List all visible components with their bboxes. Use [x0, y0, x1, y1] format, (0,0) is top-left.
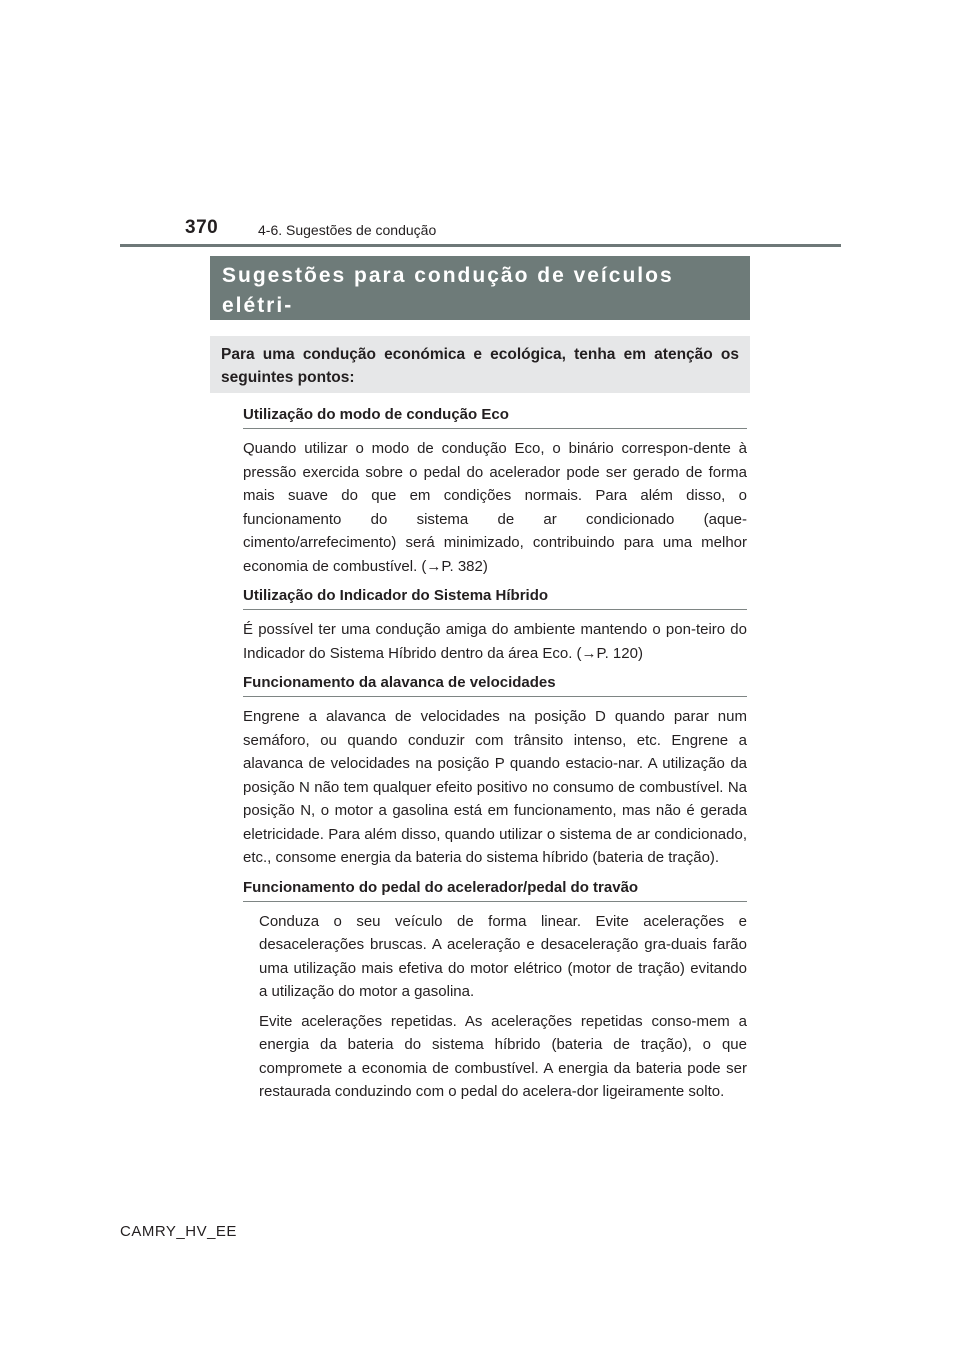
title-banner	[210, 256, 750, 320]
section-shift-lever	[243, 673, 747, 870]
section-heading: Funcionamento do pedal do acelerador/pedal do travão	[243, 878, 747, 902]
page-number: 370	[185, 217, 219, 238]
page-title-text: Sugestões para condução de veículos elétri-	[222, 264, 674, 317]
intro-box	[210, 336, 750, 393]
section-breadcrumb: 4-6. Sugestões de condução	[258, 222, 437, 238]
section-hybrid-indicator	[243, 586, 747, 665]
list-item: Evite acelerações repetidas. As acelerações repetidas conso-mem a energia da bateria do sistema híbrido (bateria de tração), o que compromete a economia de combustível. A energia da bateria pode ser restaurada conduzindo com o pedal do acelera-dor ligeiramente solto.	[259, 1012, 747, 1100]
header-divider	[120, 244, 841, 247]
section-paragraph: Engrene a alavanca de velocidades na posição D quando parar num semáforo, ou quando conduzir com trânsito intenso, etc. Engrene a alavanca de velocidades na posição P quando estacio-nar. A utilização da posição N não tem qualquer efeito positivo no consumo de combustível. Na posição N, o motor a gasolina está em funcionamento, mas não é gerada eletricidade. Para além disso, quando utilizar o sistema de ar condicionado, etc., consome energia da bateria do sistema híbrido (bateria de tração).	[243, 708, 747, 866]
section-paragraph: É possível ter uma condução amiga do ambiente mantendo o pon-teiro do Indicador do Sistema Híbrido dentro da área Eco. (→P. 120)	[243, 621, 747, 662]
intro-text: Para uma condução económica e ecológica, tenha em atenção os seguintes pontos:	[221, 346, 739, 386]
section-paragraph: Quando utilizar o modo de condução Eco, o binário correspon-dente à pressão exercida sobre o pedal do acelerador pode ser gerado de forma mais suave do que em condições normais. Para além disso, o funcionamento do sistema de ar condicionado (aque-cimento/arrefecimento) será minimizado, contribuindo para uma melhor economia de combustível. (→P. 382)	[243, 440, 747, 575]
section-heading: Utilização do Indicador do Sistema Híbrido	[243, 586, 747, 610]
section-heading: Funcionamento da alavanca de velocidades	[243, 673, 747, 697]
main-content	[243, 405, 747, 1110]
section-eco-mode	[243, 405, 747, 578]
footer-model-code: CAMRY_HV_EE	[120, 1223, 237, 1240]
section-heading: Utilização do modo de condução Eco	[243, 405, 747, 429]
section-pedals	[243, 878, 747, 1104]
list-item: Conduza o seu veículo de forma linear. Evite acelerações e desacelerações bruscas. A aceleração e desaceleração gra-duais farão uma utilização mais efetiva do motor elétrico (motor de tração) evitando a utilização do motor a gasolina.	[259, 912, 747, 1000]
